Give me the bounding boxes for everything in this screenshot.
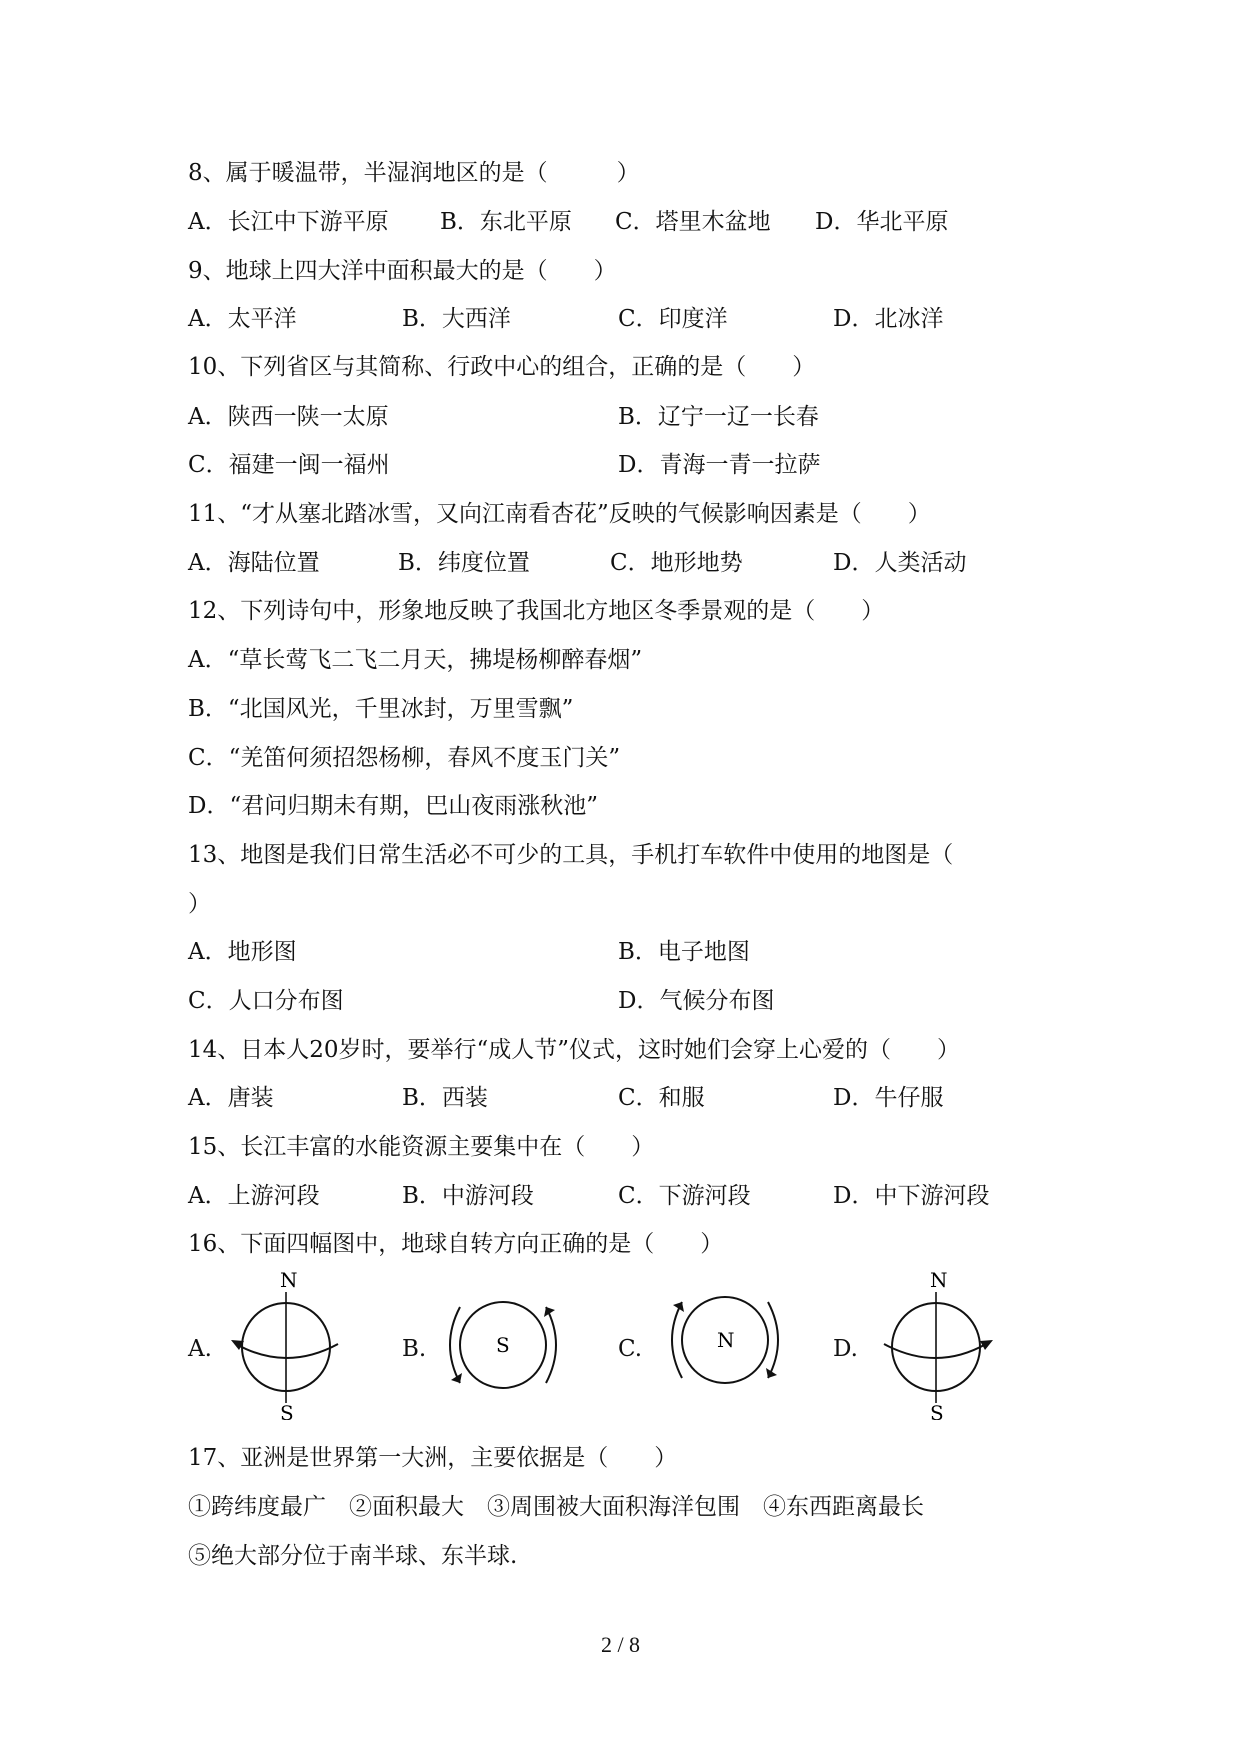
q12-option-c: C．“羌笛何须招怨杨柳，春风不度玉门关” xyxy=(188,745,621,771)
q11-option-d: D．人类活动 xyxy=(833,550,967,576)
q8-option-a: A．长江中下游平原 xyxy=(188,209,389,235)
q16-d-s-label: S xyxy=(930,1401,944,1420)
q15-option-b: B．中游河段 xyxy=(402,1183,534,1209)
q8-option-d: D．华北平原 xyxy=(815,209,949,235)
q16-figure-d-label: D. xyxy=(833,1336,858,1362)
q14-option-c: C．和服 xyxy=(618,1085,705,1111)
q11-option-b: B．纬度位置 xyxy=(398,550,530,576)
q15-option-c: C．下游河段 xyxy=(618,1183,751,1209)
q16-figure-a-globe xyxy=(222,1270,352,1420)
q14-option-a: A．唐装 xyxy=(188,1085,274,1111)
q15-option-a: A．上游河段 xyxy=(188,1183,320,1209)
q9-option-d: D．北冰洋 xyxy=(833,306,944,332)
question-9-stem: 9、地球上四大洋中面积最大的是（ ） xyxy=(188,258,617,284)
q16-d-n-label: N xyxy=(930,1270,948,1292)
q16-figure-a-label: A. xyxy=(188,1336,212,1362)
q17-statements-line-1: ①跨纬度最广 ②面积最大 ③周围被大面积海洋包围 ④东西距离最长 xyxy=(188,1494,924,1520)
question-10-stem: 10、下列省区与其简称、行政中心的组合，正确的是（ ） xyxy=(188,354,816,380)
q10-option-b: B．辽宁一辽一长春 xyxy=(618,404,819,430)
question-13-stem: 13、地图是我们日常生活必不可少的工具，手机打车软件中使用的地图是（ xyxy=(188,842,954,868)
question-16-stem: 16、下面四幅图中，地球自转方向正确的是（ ） xyxy=(188,1231,724,1257)
q9-option-a: A．太平洋 xyxy=(188,306,297,332)
page-number: 2 / 8 xyxy=(600,1632,641,1657)
q16-c-center-label: N xyxy=(717,1328,735,1352)
q13-option-b: B．电子地图 xyxy=(618,939,750,965)
question-14-stem: 14、日本人20岁时，要举行“成人节”仪式，这时她们会穿上心爱的（ ） xyxy=(188,1037,961,1063)
q9-option-c: C．印度洋 xyxy=(618,306,728,332)
question-17-stem: 17、亚洲是世界第一大洲，主要依据是（ ） xyxy=(188,1445,678,1471)
question-11-stem: 11、“才从塞北踏冰雪，又向江南看杏花”反映的气候影响因素是（ ） xyxy=(188,501,931,527)
question-15-stem: 15、长江丰富的水能资源主要集中在（ ） xyxy=(188,1134,655,1160)
q10-option-d: D．青海一青一拉萨 xyxy=(618,452,821,478)
q8-option-c: C．塔里木盆地 xyxy=(615,209,771,235)
q16-figure-c-globe xyxy=(660,1280,790,1400)
q16-figure-b-label: B. xyxy=(402,1336,427,1362)
q17-statements-line-2: ⑤绝大部分位于南半球、东半球. xyxy=(188,1543,518,1569)
q12-option-a: A．“草长莺飞二飞二月天，拂堤杨柳醉春烟” xyxy=(188,647,643,673)
q10-option-c: C．福建一闽一福州 xyxy=(188,452,390,478)
q11-option-a: A．海陆位置 xyxy=(188,550,320,576)
q12-option-d: D．“君问归期未有期，巴山夜雨涨秋池” xyxy=(188,793,598,819)
question-13-stem-cont: ） xyxy=(188,891,211,917)
q16-figure-b-globe xyxy=(438,1285,568,1405)
question-12-stem: 12、下列诗句中，形象地反映了我国北方地区冬季景观的是（ ） xyxy=(188,598,885,624)
q14-option-b: B．西装 xyxy=(402,1085,488,1111)
q12-option-b: B．“北国风光，千里冰封，万里雪飘” xyxy=(188,696,574,722)
q15-option-d: D．中下游河段 xyxy=(833,1183,990,1209)
q13-option-d: D．气候分布图 xyxy=(618,988,775,1014)
q10-option-a: A．陕西一陕一太原 xyxy=(188,404,389,430)
q16-a-n-label: N xyxy=(280,1270,298,1292)
q16-figure-c-label: C. xyxy=(618,1336,643,1362)
q9-option-b: B．大西洋 xyxy=(402,306,511,332)
q13-option-a: A．地形图 xyxy=(188,939,297,965)
q11-option-c: C．地形地势 xyxy=(610,550,743,576)
q16-b-center-label: S xyxy=(496,1333,510,1357)
q14-option-d: D．牛仔服 xyxy=(833,1085,944,1111)
q16-a-s-label: S xyxy=(280,1401,294,1420)
q16-figure-d-globe xyxy=(872,1270,1002,1420)
question-8-stem: 8、属于暖温带，半湿润地区的是（ ） xyxy=(188,160,640,186)
q13-option-c: C．人口分布图 xyxy=(188,988,344,1014)
q8-option-b: B．东北平原 xyxy=(440,209,572,235)
